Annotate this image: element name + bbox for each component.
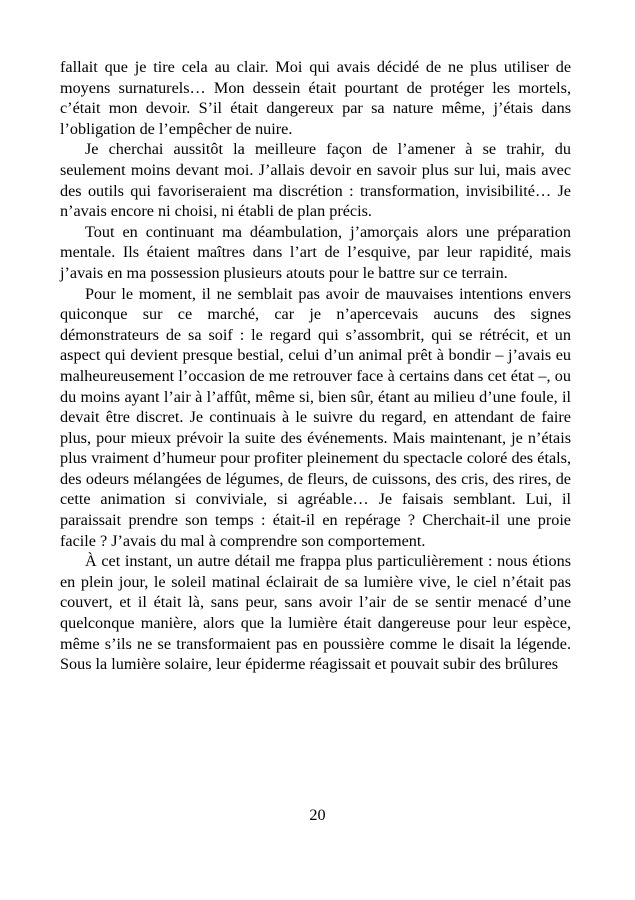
page-body xyxy=(60,57,571,675)
page-number: 20 xyxy=(309,806,326,824)
paragraph-5: À cet instant, un autre détail me frappa plus particulièrement : nous étions en plein jour, le soleil matinal éclairait de sa lumière vive, le ciel n’était pas couvert, et il était là, sans peur, sans avoir l’air de se sentir menacé d’une quelconque manière, alors que la lumière était dangereuse pour leur espèce, même s’ils ne se transformaient pas en poussière comme le disait la légende. Sous la lumière solaire, leur épiderme réagissait et pouvait subir des brûlures xyxy=(60,552,571,674)
paragraph-4: Pour le moment, il ne semblait pas avoir de mauvaises intentions envers quiconque sur ce marché, car je n’apercevais aucuns des signes démonstrateurs de sa soif : le regard qui s’assombrit, qui se rétrécit, et un aspect qui devient presque bestial, celui d’un animal prêt à bondir – j’avais eu malheureusement l’occasion de me retrouver face à certains dans cet état –, ou du moins ayant l’air à l’affût, même si, bien sûr, étant au milieu d’une foule, il devait être discret. Je continuais à le suivre du regard, en attendant de faire plus, pour mieux prévoir la suite des événements. Mais maintenant, je n’étais plus vraiment d’humeur pour profiter pleinement du spectacle coloré des étals, des odeurs mélangées de légumes, de fleurs, de cuissons, des cris, des rires, de cette animation si conviviale, si agréable… Je faisais semblant. Lui, il paraissait prendre son temps : était-il en repérage ? Cherchait-il une proie facile ? J’avais du mal à comprendre son comportement. xyxy=(60,284,571,550)
paragraph-2: Je cherchai aussitôt la meilleure façon de l’amener à se trahir, du seulement moins devant moi. J’allais devoir en savoir plus sur lui, mais avec des outils qui favoriseraient ma discrétion : transformation, invisibilité… Je n’avais encore ni choisi, ni établi de plan précis. xyxy=(60,140,571,221)
paragraph-1: fallait que je tire cela au clair. Moi qui avais décidé de ne plus utiliser de moyens surnaturels… Mon dessein était pourtant de protéger les mortels, c’était mon devoir. S’il était dangereux par sa nature même, j’étais dans l’obligation de l’empêcher de nuire. xyxy=(60,58,571,138)
paragraph-3: Tout en continuant ma déambulation, j’amorçais alors une préparation mentale. Ils étaient maîtres dans l’art de l’esquive, par leur rapidité, mais j’avais en ma possession plusieurs atouts pour le battre sur ce terrain. xyxy=(60,222,571,282)
